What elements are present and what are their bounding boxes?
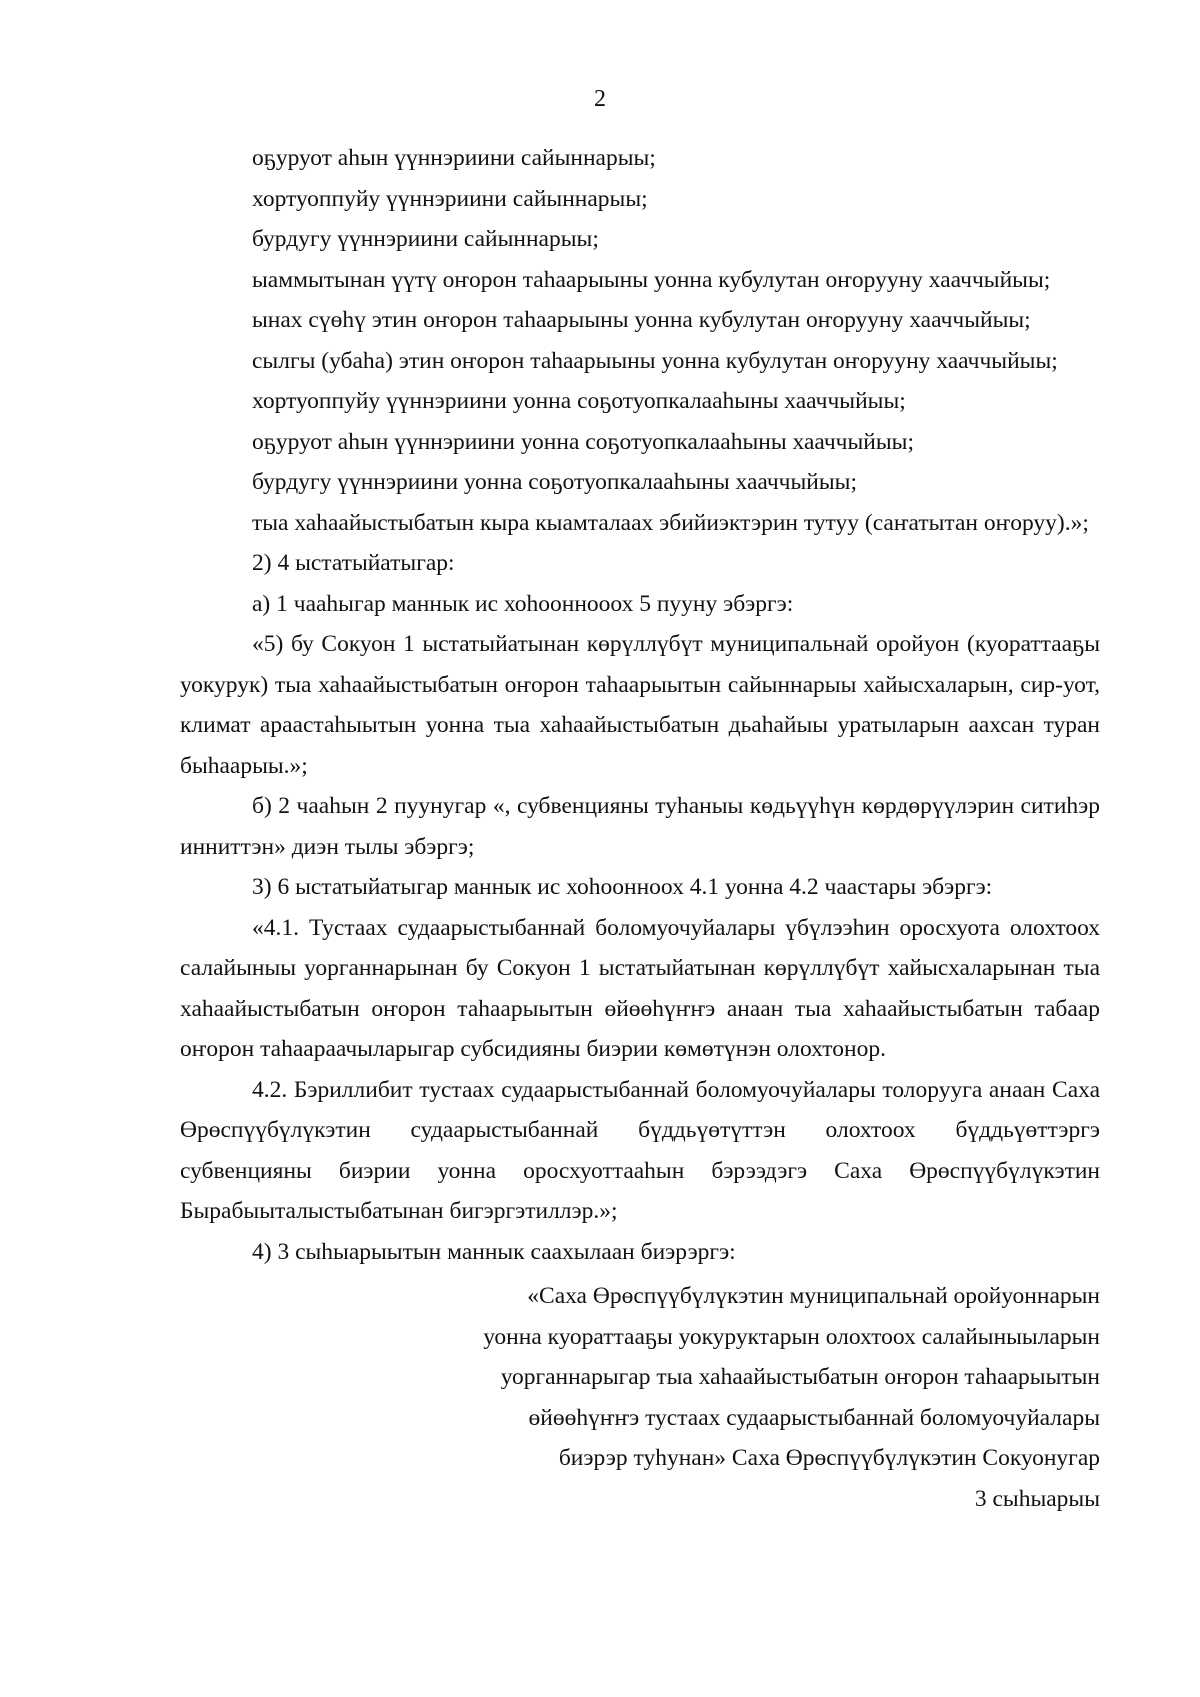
list-item: хортуоппуйу үүннэриини уонна соҕотуопкалааһыны хааччыйыы;	[252, 388, 906, 414]
document-body	[180, 138, 1100, 1519]
page-number: 2	[594, 86, 606, 112]
paragraph: «5) бу Сокуон 1 ыстатыйатынан көрүллүбүт муниципальнай оройуон (куораттааҕы уокурук) тыа хаһаайыстыбатын оҥорон таһаарыытын сайыннарыы хайысхаларын, сир-уот, климат араастаһыытын уонна тыа хаһаайыстыбатын дьаһайыы уратыларын аахсан туран быһаарыы.»;	[180, 631, 1100, 779]
appendix-reference-line: уонна куораттааҕы уокуруктарын олохтоох салайыныыларын	[483, 1323, 1100, 1350]
appendix-reference-line: уорганнарыгар тыа хаһаайыстыбатын оҥорон таһаарыытын	[500, 1364, 1100, 1390]
list-item: ыаммытынан үүтү оҥорон таһаарыыны уонна кубулутан оҥорууну хааччыйыы;	[252, 266, 1051, 293]
list-item: ынах сүөһү этин оҥорон таһаарыыны уонна кубулутан оҥорууну хааччыйыы;	[252, 307, 1031, 333]
paragraph: 3) 6 ыстатыйатыгар маннык ис хоһоонноох 4.1 уонна 4.2 чаастары эбэргэ:	[252, 874, 993, 900]
list-item: оҕуруот аһын үүннэриини уонна соҕотуопкалааһыны хааччыйыы;	[252, 428, 914, 455]
list-item: бурдугу үүннэриини уонна соҕотуопкалааһыны хааччыйыы;	[252, 469, 857, 495]
paragraph: 4) 3 сыһыарыытын маннык саахылаан биэрэргэ:	[252, 1238, 736, 1265]
appendix-reference-line: 3 сыһыарыы	[974, 1485, 1100, 1512]
appendix-reference-line: «Саха Өрөспүүбүлүкэтин муниципальнай оройуоннарын	[527, 1283, 1100, 1309]
list-item: 2) 4 ыстатыйатыгар:	[252, 550, 455, 576]
list-item: хортуоппуйу үүннэриини сайыннарыы;	[252, 185, 648, 212]
list-item: тыа хаһаайыстыбатын кыра кыамталаах эбийиэктэрин тутуу (саҥатытан оҥоруу).»;	[252, 509, 1089, 536]
appendix-reference-block	[180, 1276, 1100, 1519]
paragraph: 4.2. Бэриллибит тустаах судаарыстыбаннай боломуочуйалары толорууга анаан Саха Өрөспүүбүлүкэтин судаарыстыбаннай бүддьүөтүттэн олохтоох бүддьүөттэргэ субвенцияны биэрии уонна оросхуоттааһын бэрээдэгэ Саха Өрөспүүбүлүкэтин Бырабыыталыстыбатынан бигэргэтиллэр.»;	[180, 1076, 1100, 1224]
list-item: оҕуруот аһын үүннэриини сайыннарыы;	[252, 145, 656, 171]
list-item: сылгы (убаһа) этин оҥорон таһаарыыны уонна кубулутан оҥорууну хааччыйыы;	[252, 347, 1058, 374]
paragraph: «4.1. Тустаах судаарыстыбаннай боломуочуйалары үбүлээһин оросхуота олохтоох салайыныы уорганнарынан бу Сокуон 1 ыстатыйатынан көрүллүбүт хайысхаларынан тыа хаһаайыстыбатын оҥорон таһаарыытын өйөөһүҥҥэ анаан тыа хаһаайыстыбатын табаар оҥорон таһаараачыларыгар субсидияны биэрии көмөтүнэн олохтонор.	[180, 914, 1100, 1062]
list-item: бурдугу үүннэриини сайыннарыы;	[252, 226, 599, 252]
paragraph: б) 2 чааһын 2 пуунугар «, субвенцияны туһаныы көдьүүһүн көрдөрүүлэрин ситиһэр инниттэн» диэн тылы эбэргэ;	[180, 793, 1100, 860]
appendix-reference-line: өйөөһүҥҥэ тустаах судаарыстыбаннай боломуочуйалары	[528, 1404, 1100, 1431]
appendix-reference-line: биэрэр туһунан» Саха Өрөспүүбүлүкэтин Сокуонугар	[558, 1445, 1100, 1471]
list-item: а) 1 чааһыгар маннык ис хоһооннооох 5 пууну эбэргэ:	[252, 590, 794, 617]
